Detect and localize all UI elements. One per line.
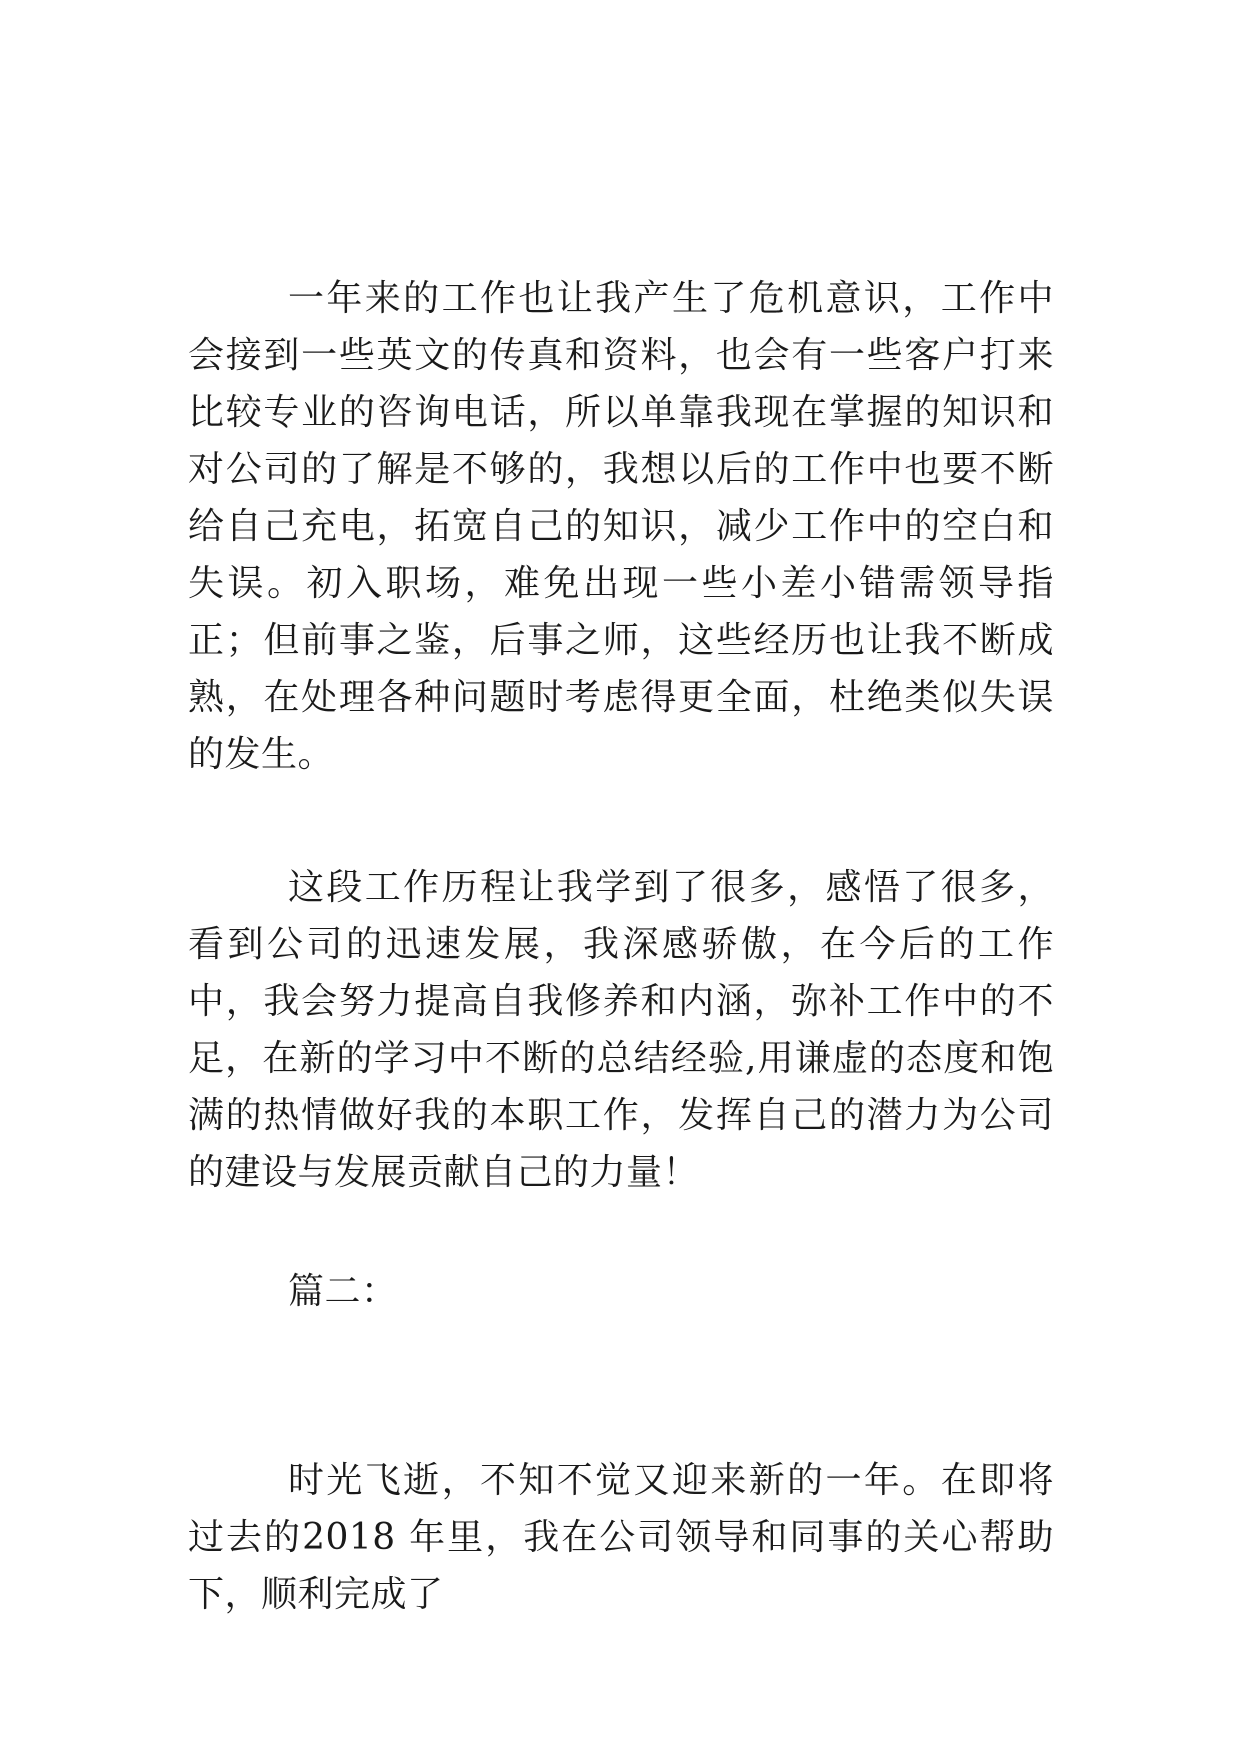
paragraph-year-review: 时光飞逝，不知不觉又迎来新的一年。在即将过去的2018 年里，我在公司领导和同事的关心帮助下，顺利完成了 bbox=[188, 1460, 1054, 1615]
paragraph-work-reflection: 这段工作历程让我学到了很多，感悟了很多，看到公司的迅速发展，我深感骄傲，在今后的工作中，我会努力提高自我修养和内涵，弥补工作中的不足，在新的学习中不断的总结经验,用谦虚的态度和饱满的热情做好我的本职工作，发挥自己的潜力为公司的建设与发展贡献自己的力量！ bbox=[188, 867, 1054, 1193]
section-heading: 篇二： bbox=[288, 1271, 398, 1312]
paragraph-crisis-awareness: 一年来的工作也让我产生了危机意识，工作中会接到一些英文的传真和资料，也会有一些客户打来比较专业的咨询电话，所以单靠我现在掌握的知识和对公司的了解是不够的，我想以后的工作中也要不断给自己充电，拓宽自己的知识，减少工作中的空白和失误。初入职场，难免出现一些小差小错需领导指正；但前事之鉴，后事之师，这些经历也让我不断成熟，在处理各种问题时考虑得更全面，杜绝类似失误的发生。 bbox=[188, 278, 1054, 775]
